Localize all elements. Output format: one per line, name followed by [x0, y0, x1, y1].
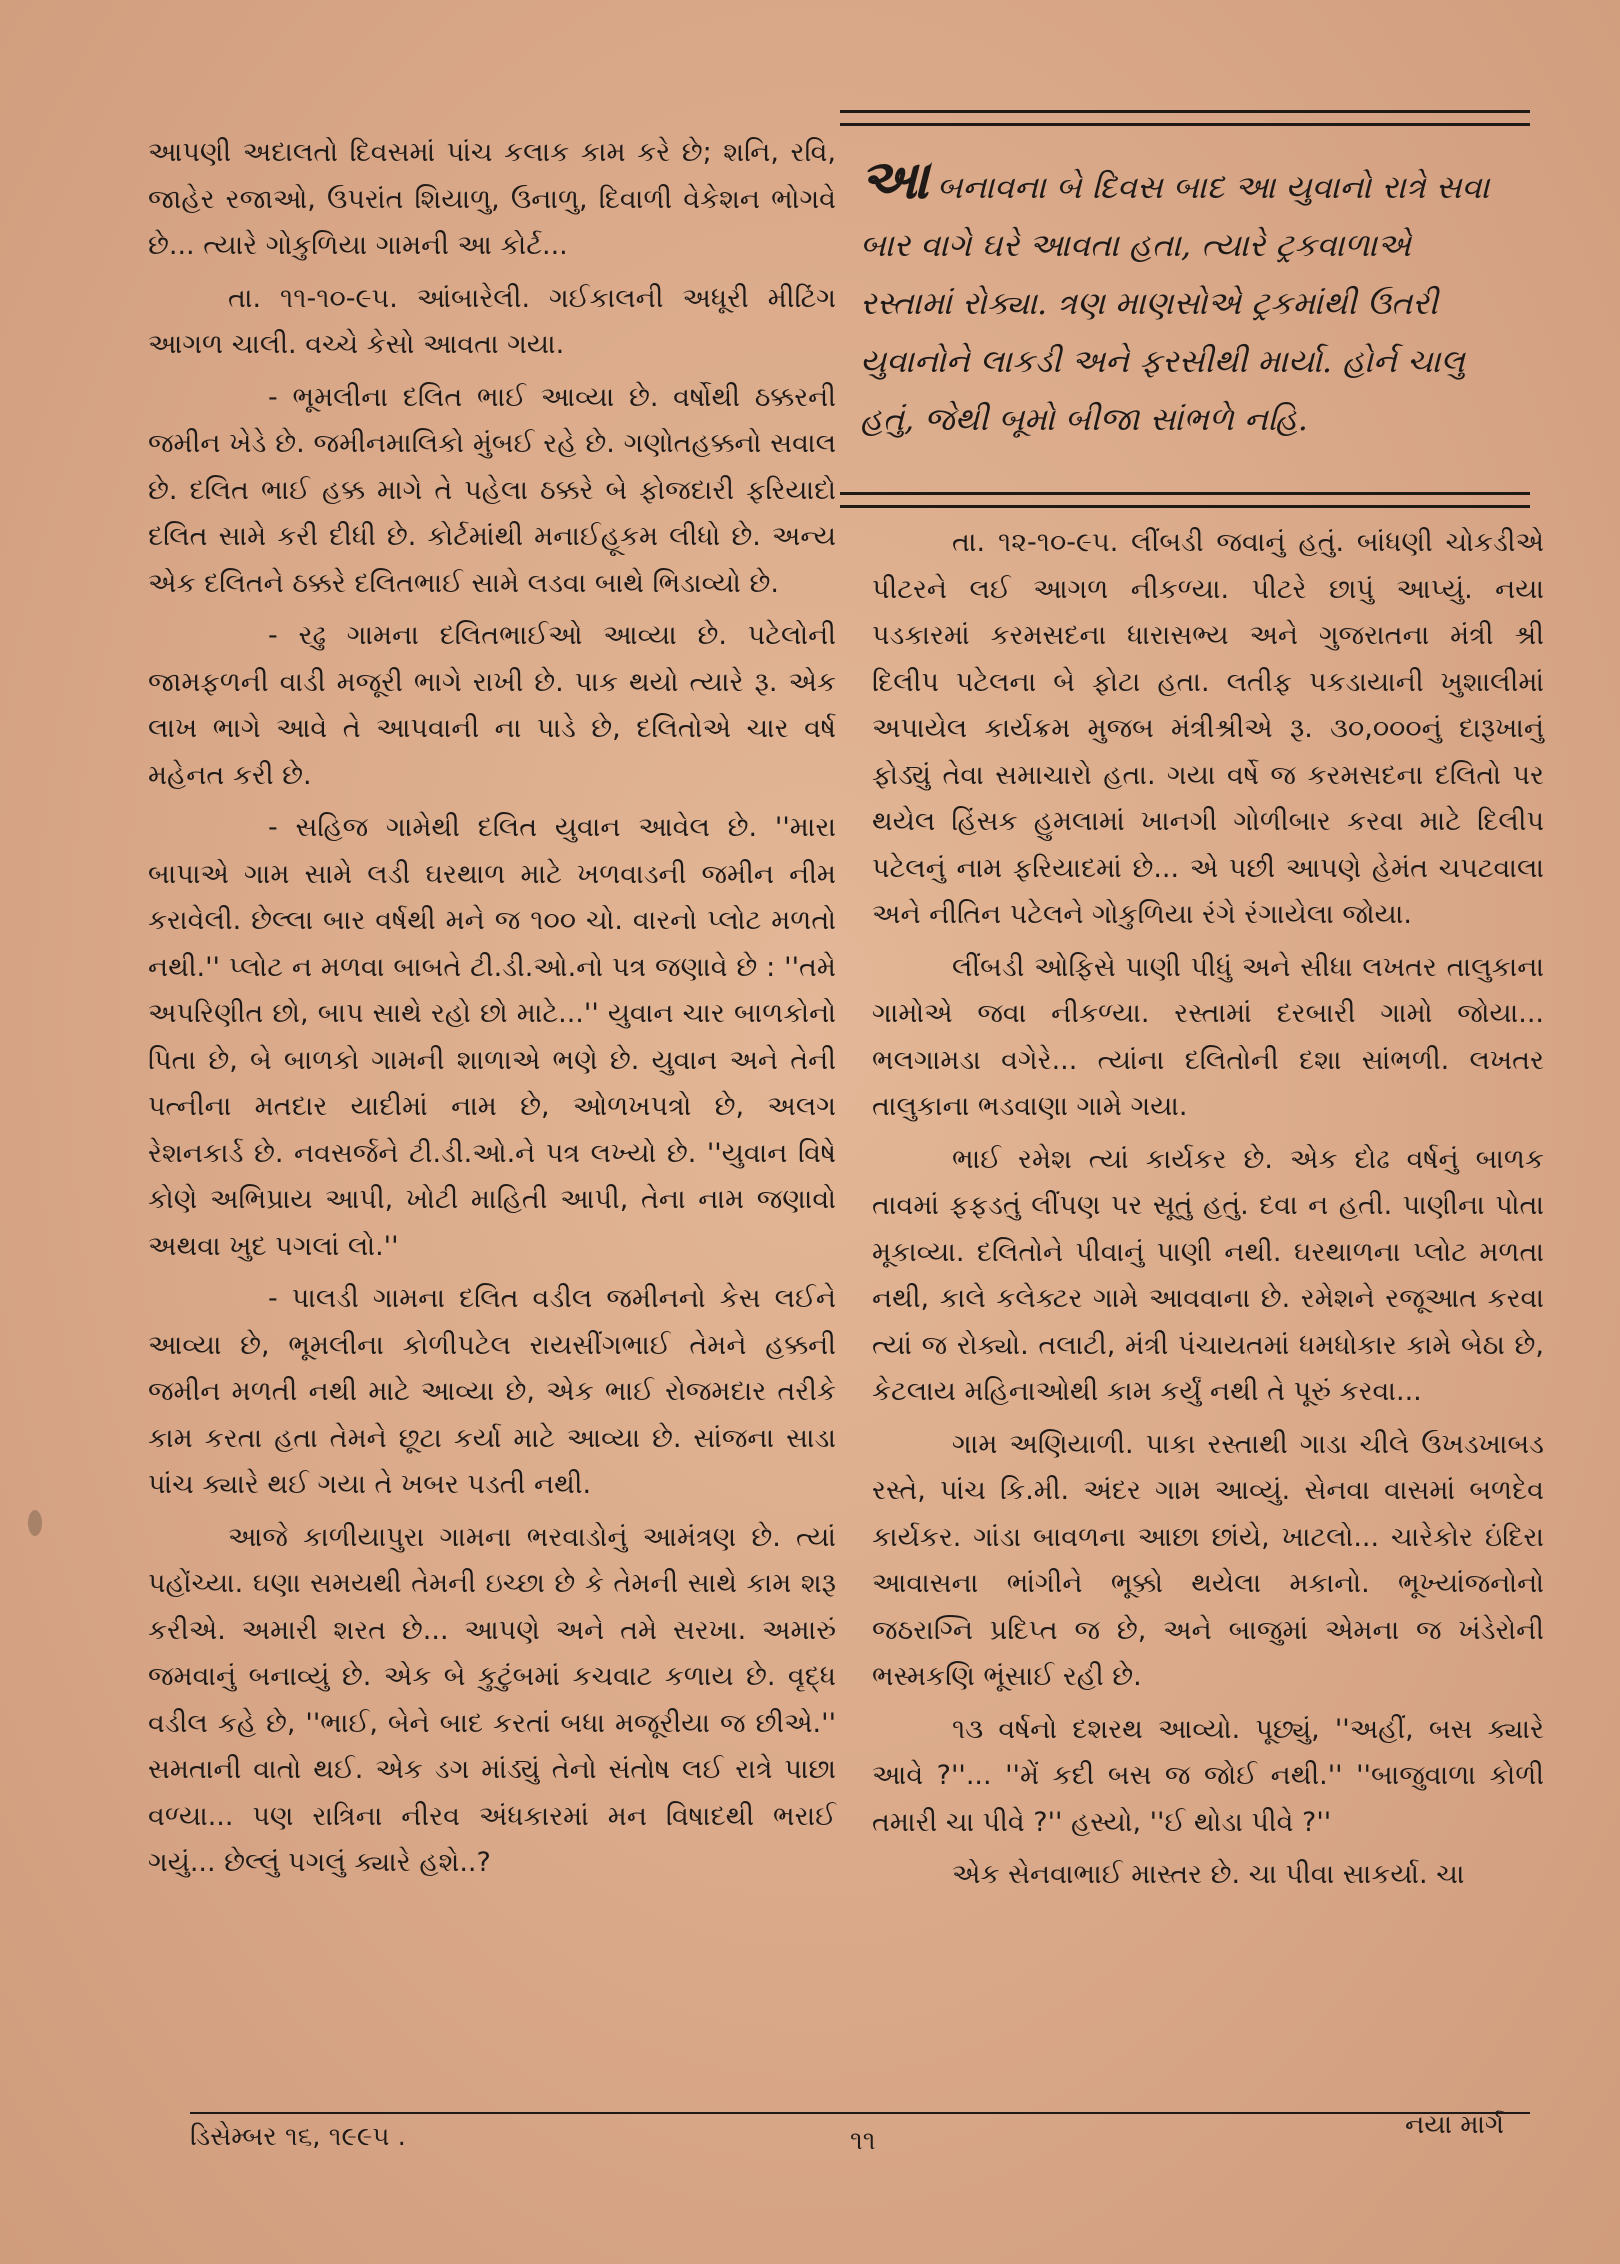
paragraph: આપણી અદાલતો દિવસમાં પાંચ કલાક કામ કરે છે; શનિ, રવિ, જાહેર રજાઓ, ઉપરાંત શિયાળુ, ઉનાળુ, દિવાળી વેકેશન ભોગવે છે... ત્યારે ગોકુળિયા ગામની આ કોર્ટ... [148, 137, 836, 261]
paragraph: - સહિજ ગામેથી દલિત યુવાન આવેલ છે. ''મારા બાપાએ ગામ સામે લડી ઘરથાળ માટે ખળવાડની જમીન નીમ કરાવેલી. છેલ્લા બાર વર્ષથી મને જ ૧૦૦ ચો. વારનો પ્લોટ મળતો નથી.'' પ્લોટ ન મળવા બાબતે ટી.ડી.ઓ.નો પત્ર જણાવે છે : ''તમે અપરિણીત છો, બાપ સાથે રહો છો માટે...'' યુવાન ચાર બાળકોનો પિતા છે, બે બાળકો ગામની શાળાએ ભણે છે. યુવાન અને તેની પત્નીના મતદાર યાદીમાં નામ છે, ઓળખપત્રો છે, અલગ રેશનકાર્ડ છે. નવસર્જને ટી.ડી.ઓ.ને પત્ર લખ્યો છે. ''યુવાન વિષે કોણે અભિપ્રાય આપી, ખોટી માહિતી આપી, તેના નામ જણાવો અથવા ખુદ પગલાં લો.'' [148, 812, 836, 1262]
paragraph: ભાઈ રમેશ ત્યાં કાર્યકર છે. એક દોઢ વર્ષનું બાળક તાવમાં ફફડતું લીંપણ પર સૂતું હતું. દવા ન હતી. પાણીના પોતા મૂકાવ્યા. દલિતોને પીવાનું પાણી નથી. ઘરથાળના પ્લોટ મળતા નથી, કાલે કલેક્ટર ગામે આવવાના છે. રમેશને રજૂઆત કરવા ત્યાં જ રોક્યો. તલાટી, મંત્રી પંચાયતમાં ધમધોકાર કામે બેઠા છે, કેટલાય મહિનાઓથી કામ કર્યું નથી તે પૂરું કરવા... [872, 1143, 1544, 1407]
paragraph: - પાલડી ગામના દલિત વડીલ જમીનનો કેસ લઈને આવ્યા છે, ભૂમલીના કોળીપટેલ રાયસીંગભાઈ તેમને હક્કની જમીન મળતી નથી માટે આવ્યા છે, એક ભાઈ રોજમદાર તરીકે કામ કરતા હતા તેમને છૂટા કર્યા માટે આવ્યા છે. સાંજના સાડા પાંચ ક્યારે થઈ ગયા તે ખબર પડતી નથી. [148, 1283, 836, 1500]
footer-rule [190, 2112, 1530, 2114]
paragraph: ૧૩ વર્ષનો દશરથ આવ્યો. પૂછ્યું, ''અહીં, બસ ક્યારે આવે ?''... ''મેં કદી બસ જ જોઈ નથી.'' ''બાજુવાળા કોળી તમારી ચા પીવે ?'' હસ્યો, ''ઈ થોડા પીવે ?'' [872, 1713, 1544, 1838]
paragraph: ગામ અણિયાળી. પાકા રસ્તાથી ગાડા ચીલે ઉખડખાબડ રસ્તે, પાંચ કિ.મી. અંદર ગામ આવ્યું. સેનવા વાસમાં બળદેવ કાર્યકર. ગાંડા બાવળના આછા છાંયે, ખાટલો... ચારેકોર ઇંદિરા આવાસના ભાંગીને ભૂક્કો થયેલા મકાનો. ભૂખ્યાંજનોનો જઠરાગ્નિ પ્રદિપ્ત જ છે, અને બાજુમાં એમના જ ખંડેરોની ભસ્મકણિ ભૂંસાઈ રહી છે. [872, 1428, 1544, 1692]
left-column [148, 130, 836, 1893]
paragraph: તા. ૧૧-૧૦-૯૫. આંબારેલી. ગઈકાલની અધૂરી મીટિંગ આગળ ચાલી. વચ્ચે કેસો આવતા ગયા. [148, 282, 836, 360]
callout-box [860, 147, 1510, 448]
callout-rule-bottom [840, 492, 1530, 508]
callout-rule-top [840, 110, 1530, 126]
callout-text: બનાવના બે દિવસ બાદ આ યુવાનો રાત્રે સવા બાર વાગે ઘરે આવતા હતા, ત્યારે ટ્રકવાળાએ રસ્તામાં રોક્યા. ત્રણ માણસોએ ટ્રકમાંથી ઉતરી યુવાનોને લાકડી અને ફરસીથી માર્યા. હોર્ન ચાલુ હતું, જેથી બૂમો બીજા સાંભળે નહિ. [860, 168, 1490, 438]
issue-date: ડિસેમ્બર ૧૬, ૧૯૯૫ . [190, 2122, 406, 2152]
paragraph: એક સેનવાભાઈ માસ્તર છે. ચા પીવા સાકર્યા. ચા [952, 1859, 1465, 1890]
publication-name: નયા માર્ગ [1405, 2110, 1505, 2140]
paragraph: આજે કાળીયાપુરા ગામના ભરવાડોનું આમંત્રણ છે. ત્યાં પહોંચ્યા. ઘણા સમયથી તેમની ઇચ્છા છે કે તેમની સાથે કામ શરૂ કરીએ. અમારી શરત છે... આપણે અને તમે સરખા. અમારું જમવાનું બનાવ્યું છે. એક બે કુટુંબમાં કચવાટ કળાય છે. વૃદ્ધ વડીલ કહે છે, ''ભાઈ, બેને બાદ કરતાં બધા મજૂરીયા જ છીએ.'' સમતાની વાતો થઈ. એક ડગ માંડ્યું તેનો સંતોષ લઈ રાત્રે પાછા વળ્યા... પણ રાત્રિના નીરવ અંધકારમાં મન વિષાદથી ભરાઈ ગયું... છેલ્લું પગલું ક્યારે હશે..? [148, 1521, 836, 1878]
paragraph: - રઢુ ગામના દલિતભાઈઓ આવ્યા છે. પટેલોની જામફળની વાડી મજૂરી ભાગે રાખી છે. પાક થયો ત્યારે રૂ. એક લાખ ભાગે આવે તે આપવાની ના પાડે છે, દલિતોએ ચાર વર્ષ મહેનત કરી છે. [148, 620, 836, 791]
paper-stain [28, 1510, 42, 1536]
right-column [872, 520, 1544, 1905]
callout-drop-word: આ [860, 147, 929, 211]
paragraph: તા. ૧૨-૧૦-૯૫. લીંબડી જવાનું હતું. બાંધણી ચોકડીએ પીટરને લઈ આગળ નીકળ્યા. પીટરે છાપું આપ્યું. નયા પડકારમાં કરમસદના ધારાસભ્ય અને ગુજરાતના મંત્રી શ્રી દિલીપ પટેલના બે ફોટા હતા. લતીફ પકડાયાની ખુશાલીમાં અપાયેલ કાર્યક્રમ મુજબ મંત્રીશ્રીએ રૂ. ૩૦,૦૦૦નું દારૂખાનું ફોડ્યું તેવા સમાચારો હતા. ગયા વર્ષે જ કરમસદના દલિતો પર થયેલ હિંસક હુમલામાં ખાનગી ગોળીબાર કરવા માટે દિલીપ પટેલનું નામ ફરિયાદમાં છે... એ પછી આપણે હેમંત ચપટવાલા અને નીતિન પટેલને ગોકુળિયા રંગે રંગાયેલા જોયા. [872, 527, 1544, 930]
paragraph: - ભૂમલીના દલિત ભાઈ આવ્યા છે. વર્ષોથી ઠક્કરની જમીન ખેડે છે. જમીનમાલિકો મુંબઈ રહે છે. ગણોતહક્કનો સવાલ છે. દલિત ભાઈ હક્ક માગે તે પહેલા ઠક્કરે બે ફોજદારી ફરિયાદો દલિત સામે કરી દીધી છે. કોર્ટમાંથી મનાઈહૂકમ લીધો છે. અન્ય એક દલિતને ઠક્કરે દલિતભાઈ સામે લડવા બાથે ભિડાવ્યો છે. [148, 381, 836, 599]
paragraph: લીંબડી ઓફિસે પાણી પીધું અને સીધા લખતર તાલુકાના ગામોએ જવા નીકળ્યા. રસ્તામાં દરબારી ગામો જોયા... ભલગામડા વગેરે... ત્યાંના દલિતોની દશા સાંભળી. લખતર તાલુકાના ભડવાણા ગામે ગયા. [872, 951, 1544, 1122]
page-number: ૧૧ [850, 2126, 876, 2156]
